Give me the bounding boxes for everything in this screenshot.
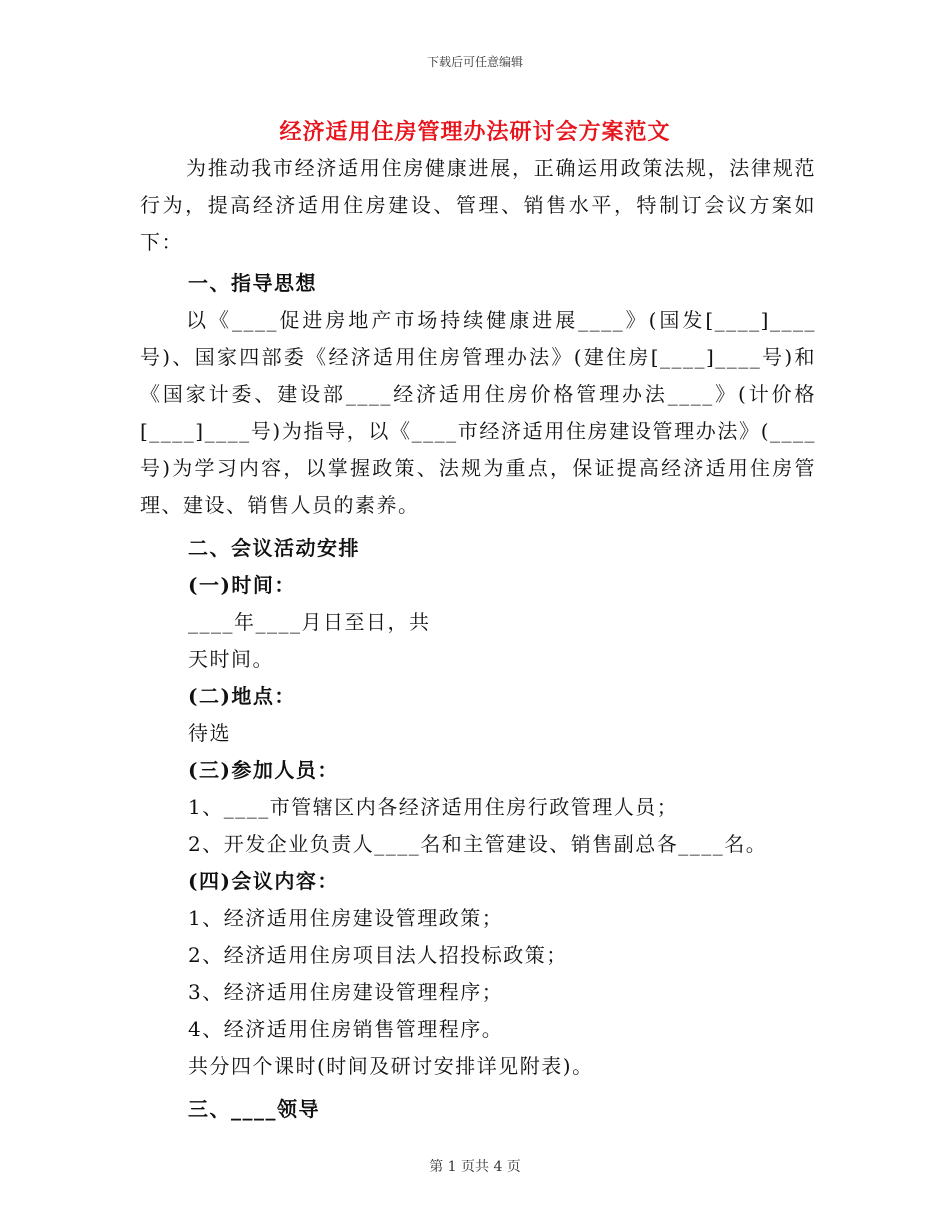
- content-item-3: 3、经济适用住房建设管理程序；: [188, 980, 504, 1004]
- place-heading: (二)地点：: [188, 684, 296, 708]
- time-line-1: ____年____月日至日，共: [188, 610, 431, 634]
- time-heading: (一)时间：: [188, 573, 296, 597]
- time-line-2: 天时间。: [188, 647, 274, 671]
- section2-heading: 二、会议活动安排: [188, 536, 360, 560]
- participant-item-2: 2、开发企业负责人____名和主管建设、销售副总各____名。: [188, 832, 768, 856]
- content-heading: (四)会议内容：: [188, 869, 339, 893]
- section1-heading: 一、指导思想: [188, 271, 317, 295]
- content-item-1: 1、经济适用住房建设管理政策；: [188, 906, 504, 930]
- page-number: 第 1 页共 4 页: [429, 1159, 521, 1175]
- place-value: 待选: [188, 721, 231, 745]
- content-summary: 共分四个课时(时间及研讨安排详见附表)。: [188, 1054, 594, 1078]
- header-note: 下载后可任意编辑: [426, 55, 523, 69]
- content-item-4: 4、经济适用住房销售管理程序。: [188, 1017, 504, 1041]
- document-body: [140, 150, 816, 1128]
- intro-paragraph: 为推动我市经济适用住房健康进展，正确运用政策法规，法律规范行为，提高经济适用住房建设、管理、销售水平，特制订会议方案如下：: [140, 156, 816, 254]
- section3-heading: 三、____领导: [188, 1097, 320, 1121]
- section1-paragraph: 以《____促进房地产市场持续健康进展____》(国发[____]____号)、国家四部委《经济适用住房管理办法》(建住房[____]____号)和《国家计委、建设部____经济适用住房价格管理办法____》(计价格[____]____号)为指导，以《____市经济适用住房建设管理办法》(____号)为学习内容，以掌握政策、法规为重点，保证提高经济适用住房管理、建设、销售人员的素养。: [140, 308, 816, 517]
- participants-heading: (三)参加人员：: [188, 758, 339, 782]
- document-title: 经济适用住房管理办法研讨会方案范文: [279, 119, 671, 145]
- participant-item-1: 1、____市管辖区内各经济适用住房行政管理人员；: [188, 795, 679, 819]
- content-item-2: 2、经济适用住房项目法人招投标政策；: [188, 943, 568, 967]
